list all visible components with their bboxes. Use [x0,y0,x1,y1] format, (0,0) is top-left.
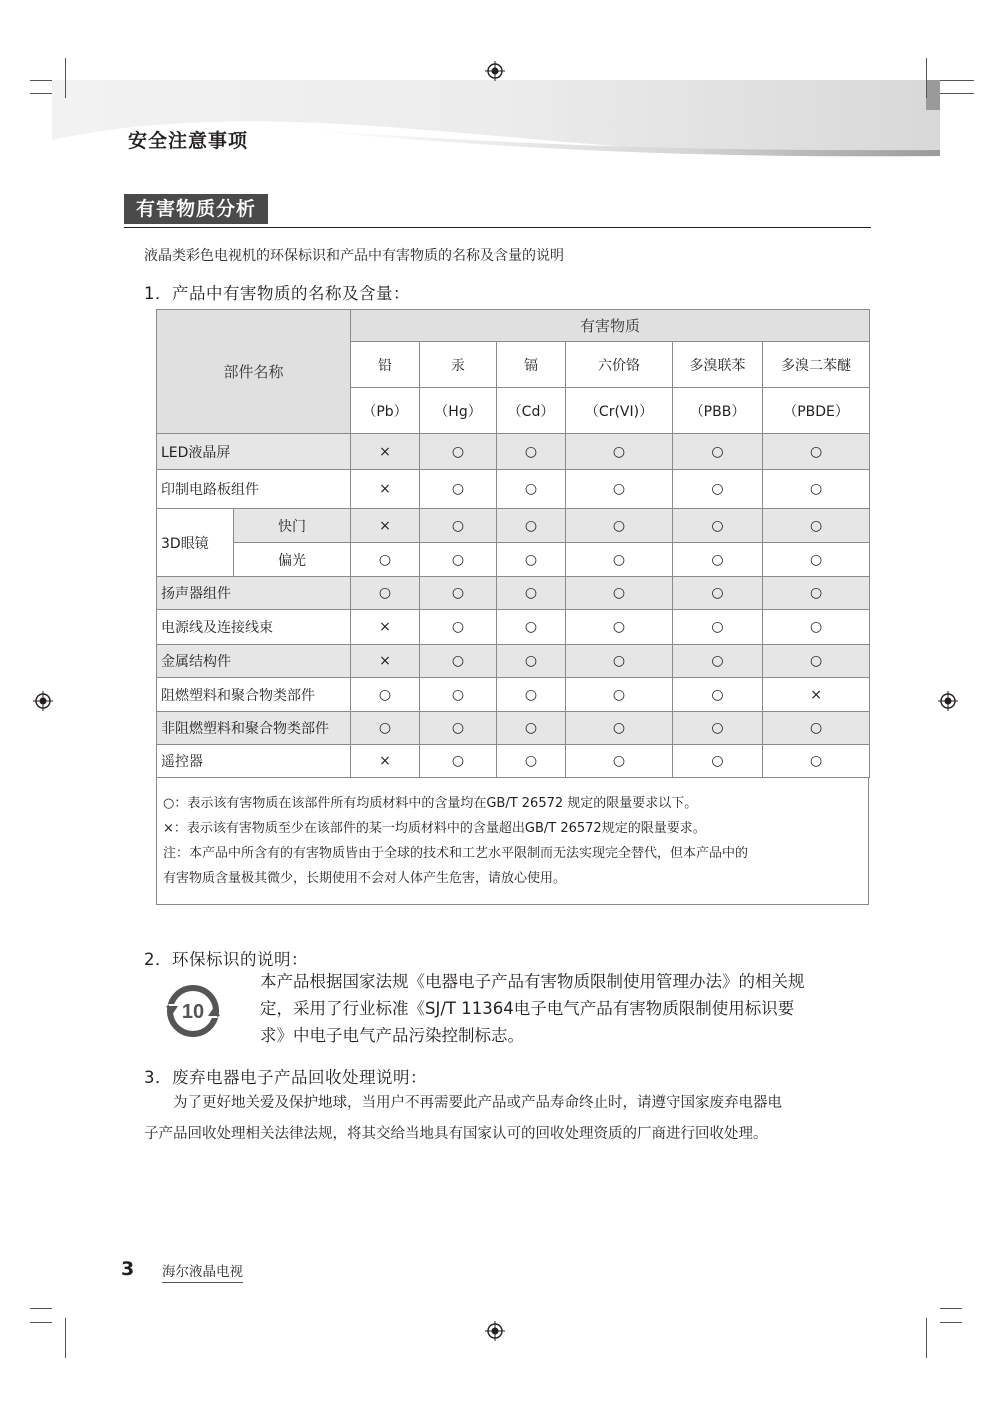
text-line: 求》中电子电气产品污染控制标志。 [260,1026,524,1045]
part-subname: 快门 [234,509,351,543]
cell-value: ○ [763,434,870,470]
crop-mark [30,1308,52,1309]
section3-line: 子产品回收处理相关法律法规，将其交给当地具有国家认可的回收处理资质的厂商进行回收处理。 [144,1126,768,1142]
cell-value: ○ [497,678,566,712]
registration-mark-icon [485,1321,505,1341]
tag-underline [124,227,871,228]
text-line: 定，采用了行业标准《SJ/T 11364电子电气产品有害物质限制使用标识要 [260,999,795,1018]
table-row [157,712,870,745]
section1-heading: 1．产品中有害物质的名称及含量： [144,284,410,303]
cell-value: ○ [673,543,763,577]
footer-brand: 海尔液晶电视 [162,1260,243,1283]
section2-text [260,968,870,1049]
cell-value: ○ [351,678,420,712]
section-tag: 有害物质分析 [124,194,268,224]
substance-header: 多溴联苯 [673,342,763,388]
part-name: 金属结构件 [157,645,351,678]
cell-value: ○ [673,712,763,745]
cell-value: ○ [566,470,673,509]
crop-mark [926,58,927,98]
note-line: 注：本产品中所含有的有害物质皆由于全球的技术和工艺水平限制而无法实现完全替代，但本产品中的 [163,846,749,861]
symbol-header: （Cr(VI)） [566,388,673,434]
cell-value: ○ [566,712,673,745]
part-name: 3D眼镜 [157,509,234,577]
cell-value: ○ [566,745,673,778]
crop-mark [940,80,974,81]
part-name: 阻燃塑料和聚合物类部件 [157,678,351,712]
table-row [157,678,870,712]
registration-mark-icon [485,61,505,81]
table-row [157,610,870,645]
crop-mark [65,1318,66,1358]
substance-group-header: 有害物质 [351,310,870,342]
page-number: 3 [121,1258,135,1280]
part-name-header: 部件名称 [157,310,351,434]
symbol-header: （Pb） [351,388,420,434]
table-row [157,543,870,577]
crop-mark [926,1318,927,1358]
part-name: 印制电路板组件 [157,470,351,509]
substance-header: 六价铬 [566,342,673,388]
crop-mark [30,1322,52,1323]
cell-value: ○ [566,543,673,577]
cell-value: ○ [351,712,420,745]
cell-value: ○ [351,577,420,610]
cell-value: ○ [763,509,870,543]
text-line: 本产品根据国家法规《电器电子产品有害物质限制使用管理办法》的相关规 [260,972,805,991]
cell-value: ○ [420,509,497,543]
cell-value: × [351,645,420,678]
cell-value: × [763,678,870,712]
cell-value: ○ [673,509,763,543]
crop-mark [30,93,52,94]
cell-value: ○ [497,434,566,470]
cell-value: ○ [673,470,763,509]
crop-mark [65,58,66,98]
cell-value: × [351,610,420,645]
cell-value: ○ [420,645,497,678]
cell-value: ○ [763,577,870,610]
cell-value: ○ [420,712,497,745]
cell-value: ○ [763,470,870,509]
cell-value: ○ [566,610,673,645]
cell-value: ○ [566,678,673,712]
cell-value: ○ [420,543,497,577]
cell-value: ○ [420,745,497,778]
table-notes [156,777,869,905]
section3-heading: 3．废弃电器电子产品回收处理说明： [144,1068,427,1087]
cell-value: ○ [420,577,497,610]
part-name: 遥控器 [157,745,351,778]
cell-value: ○ [420,610,497,645]
cell-value: ○ [673,434,763,470]
part-name: 非阻燃塑料和聚合物类部件 [157,712,351,745]
cell-value: ○ [566,577,673,610]
table-row [157,509,870,543]
note-line: ○：表示该有害物质在该部件所有均质材料中的含量均在GB/T 26572 规定的限量要求以下。 [163,796,698,811]
table-row [157,577,870,610]
table-row [157,470,870,509]
cell-value: ○ [763,712,870,745]
cell-value: × [351,509,420,543]
part-name: LED液晶屏 [157,434,351,470]
cell-value: ○ [420,434,497,470]
cell-value: ○ [351,543,420,577]
cell-value: ○ [566,645,673,678]
intro-text: 液晶类彩色电视机的环保标识和产品中有害物质的名称及含量的说明 [144,248,564,264]
section2-heading: 2．环保标识的说明： [144,950,308,969]
registration-mark-icon [33,691,53,711]
registration-mark-icon [938,691,958,711]
cell-value: ○ [673,610,763,645]
cell-value: ○ [673,577,763,610]
section3-line: 为了更好地关爱及保护地球，当用户不再需要此产品或产品寿命终止时，请遵守国家废弃电器电 [173,1095,782,1111]
cell-value: ○ [763,645,870,678]
cell-value: ○ [497,509,566,543]
substance-header: 多溴二苯醚 [763,342,870,388]
crop-mark [940,1322,962,1323]
part-subname: 偏光 [234,543,351,577]
cell-value: ○ [566,509,673,543]
cell-value: ○ [420,678,497,712]
crop-mark [940,1308,962,1309]
cell-value: × [351,745,420,778]
table-row [157,645,870,678]
environmental-protection-use-period-icon [166,984,220,1038]
crop-mark [940,93,974,94]
cell-value: ○ [763,543,870,577]
table-row [157,745,870,778]
substance-header: 铅 [351,342,420,388]
cell-value: ○ [497,712,566,745]
cell-value: ○ [497,577,566,610]
section-title: 安全注意事项 [128,130,249,152]
hazardous-substances-table [156,309,870,778]
cell-value: ○ [420,470,497,509]
note-line: 有害物质含量极其微少，长期使用不会对人体产生危害，请放心使用。 [163,871,567,886]
cell-value: ○ [497,745,566,778]
symbol-header: （Hg） [420,388,497,434]
substance-header: 汞 [420,342,497,388]
part-name: 扬声器组件 [157,577,351,610]
cell-value: ○ [673,678,763,712]
cell-value: ○ [566,434,673,470]
cell-value: ○ [673,745,763,778]
table-row [157,434,870,470]
cell-value: × [351,434,420,470]
substance-header: 镉 [497,342,566,388]
cell-value: ○ [673,645,763,678]
symbol-header: （Cd） [497,388,566,434]
cell-value: ○ [497,470,566,509]
cell-value: ○ [497,610,566,645]
symbol-header: （PBB） [673,388,763,434]
cell-value: ○ [763,745,870,778]
cell-value: ○ [497,543,566,577]
symbol-header: （PBDE） [763,388,870,434]
note-line: ×：表示该有害物质至少在该部件的某一均质材料中的含量超出GB/T 26572规定的限量要求。 [163,821,706,836]
part-name: 电源线及连接线束 [157,610,351,645]
logo-number: 10 [181,1001,205,1023]
cell-value: ○ [763,610,870,645]
crop-mark [30,80,52,81]
cell-value: × [351,470,420,509]
cell-value: ○ [497,645,566,678]
